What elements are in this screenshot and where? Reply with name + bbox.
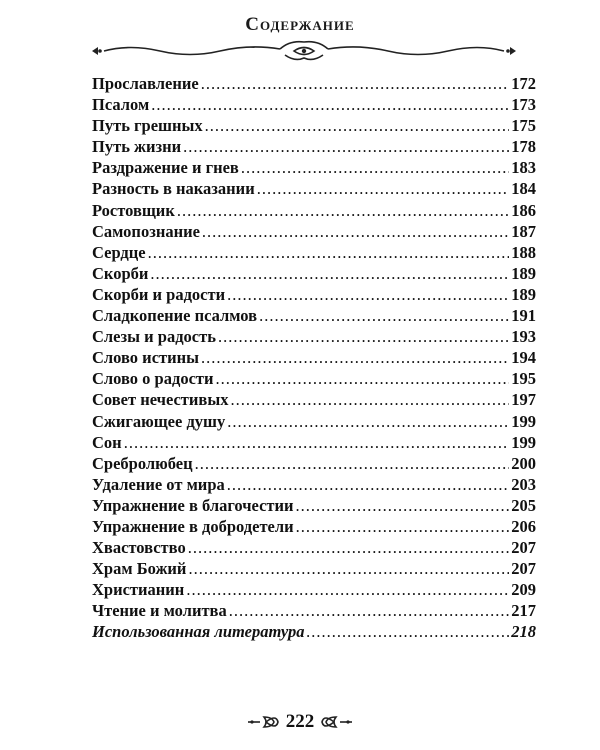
toc-entry-page: 203 — [511, 474, 536, 494]
toc-leader-dots — [218, 326, 509, 347]
toc-entry-title: Сребролюбец — [92, 453, 193, 473]
toc-entry-page: 195 — [511, 369, 536, 389]
toc-entry — [92, 537, 536, 558]
toc-entry-title: Христианин — [92, 580, 185, 600]
toc-entry-page: 199 — [511, 432, 536, 452]
toc-entry-page: 187 — [511, 221, 536, 241]
toc-leader-dots — [188, 558, 509, 579]
toc-leader-dots — [150, 263, 509, 284]
toc-leader-dots — [306, 621, 509, 642]
toc-entry — [92, 516, 536, 537]
toc-entry-page: 197 — [511, 390, 536, 410]
toc-entry — [92, 600, 536, 621]
toc-leader-dots — [183, 136, 509, 157]
toc-leader-dots — [296, 495, 510, 516]
left-flourish-icon — [246, 714, 280, 730]
toc-entry-page: 193 — [511, 327, 536, 347]
toc-entry-title: Упражнение в благочестии — [92, 495, 294, 515]
toc-entry-title: Скорби и радости — [92, 284, 226, 304]
toc-entry-title: Раздражение и гнев — [92, 158, 239, 178]
toc-leader-dots — [227, 411, 509, 432]
toc-entry-page: 172 — [511, 74, 536, 93]
toc-leader-dots — [124, 432, 510, 453]
toc-leader-dots — [201, 73, 510, 94]
toc-entry — [92, 305, 536, 326]
toc-entry-title: Хвастовство — [92, 538, 186, 558]
toc-entry-page: 200 — [511, 453, 536, 473]
table-of-contents — [92, 73, 536, 643]
page-footer — [0, 711, 600, 733]
toc-leader-dots — [216, 368, 510, 389]
toc-entry-title: Чтение и молитва — [92, 601, 227, 621]
toc-entry-title: Путь жизни — [92, 137, 182, 157]
toc-entry — [92, 178, 536, 199]
toc-entry-page: 188 — [511, 242, 536, 262]
toc-leader-dots — [227, 474, 510, 495]
toc-entry-title: Самопознание — [92, 221, 200, 241]
toc-entry — [92, 284, 536, 305]
toc-entry — [92, 94, 536, 115]
toc-entry-page: 194 — [511, 348, 536, 368]
toc-entry-page: 178 — [511, 137, 536, 157]
toc-entry-page: 218 — [511, 622, 536, 642]
toc-leader-dots — [257, 178, 510, 199]
ornament-divider-icon — [90, 38, 518, 64]
toc-entry-title: Прославление — [92, 74, 199, 93]
toc-leader-dots — [241, 157, 509, 178]
toc-entry — [92, 221, 536, 242]
toc-entry-title: Удаление от мира — [92, 474, 225, 494]
page-title: Содержание — [245, 14, 355, 35]
toc-entry-title: Слезы и радость — [92, 327, 216, 347]
toc-entry-page: 205 — [511, 495, 536, 515]
toc-entry — [92, 157, 536, 178]
toc-entry — [92, 579, 536, 600]
toc-entry-title: Скорби — [92, 263, 149, 283]
toc-entry — [92, 432, 536, 453]
toc-entry-title: Упражнение в добродетели — [92, 516, 294, 536]
toc-entry-page: 207 — [511, 538, 536, 558]
toc-leader-dots — [296, 516, 510, 537]
toc-entry-title: Путь грешных — [92, 116, 203, 136]
toc-entry — [92, 242, 536, 263]
toc-leader-dots — [201, 347, 509, 368]
toc-entry-page: 186 — [511, 200, 536, 220]
toc-entry-page: 189 — [511, 263, 536, 283]
toc-entry — [92, 115, 536, 136]
toc-entry-title: Храм Божий — [92, 559, 187, 579]
toc-entry — [92, 411, 536, 432]
toc-entry — [92, 136, 536, 157]
toc-entry — [92, 73, 536, 94]
toc-entry — [92, 495, 536, 516]
toc-entry-page: 175 — [511, 116, 536, 136]
toc-entry-bibliography — [92, 621, 536, 642]
toc-entry-title: Сжигающее душу — [92, 411, 226, 431]
toc-entry — [92, 368, 536, 389]
toc-entry-title: Разность в наказании — [92, 179, 255, 199]
toc-leader-dots — [188, 537, 510, 558]
toc-entry-title: Сладкопение псалмов — [92, 306, 258, 326]
toc-entry-title: Сон — [92, 432, 122, 452]
toc-leader-dots — [230, 389, 509, 410]
toc-leader-dots — [205, 115, 510, 136]
toc-leader-dots — [148, 242, 510, 263]
toc-entry-page: 184 — [511, 179, 536, 199]
toc-entry — [92, 326, 536, 347]
toc-entry-page: 209 — [511, 580, 536, 600]
toc-leader-dots — [151, 94, 509, 115]
toc-entry-page: 217 — [511, 601, 536, 621]
toc-entry-title: Совет нечестивых — [92, 390, 229, 410]
toc-entry-page: 206 — [511, 516, 536, 536]
toc-leader-dots — [186, 579, 509, 600]
right-flourish-icon — [320, 714, 354, 730]
toc-leader-dots — [227, 284, 509, 305]
toc-entry-title: Ростовщик — [92, 200, 175, 220]
toc-entry — [92, 558, 536, 579]
toc-entry — [92, 389, 536, 410]
toc-leader-dots — [177, 200, 509, 221]
toc-entry-page: 191 — [511, 306, 536, 326]
toc-leader-dots — [202, 221, 509, 242]
toc-entry-title: Слово о радости — [92, 369, 214, 389]
page-number: 222 — [285, 711, 315, 732]
toc-entry-title: Использованная литература — [92, 622, 305, 642]
toc-entry — [92, 263, 536, 284]
toc-leader-dots — [259, 305, 509, 326]
toc-entry — [92, 453, 536, 474]
toc-entry-title: Сердце — [92, 242, 146, 262]
toc-entry-page: 207 — [511, 559, 536, 579]
toc-entry — [92, 474, 536, 495]
toc-entry-title: Слово истины — [92, 348, 200, 368]
toc-leader-dots — [195, 453, 510, 474]
toc-leader-dots — [229, 600, 510, 621]
toc-entry — [92, 200, 536, 221]
toc-entry — [92, 347, 536, 368]
toc-entry-title: Псалом — [92, 95, 150, 115]
toc-entry-page: 183 — [511, 158, 536, 178]
toc-entry-page: 173 — [511, 95, 536, 115]
toc-entry-page: 189 — [511, 284, 536, 304]
toc-entry-page: 199 — [511, 411, 536, 431]
